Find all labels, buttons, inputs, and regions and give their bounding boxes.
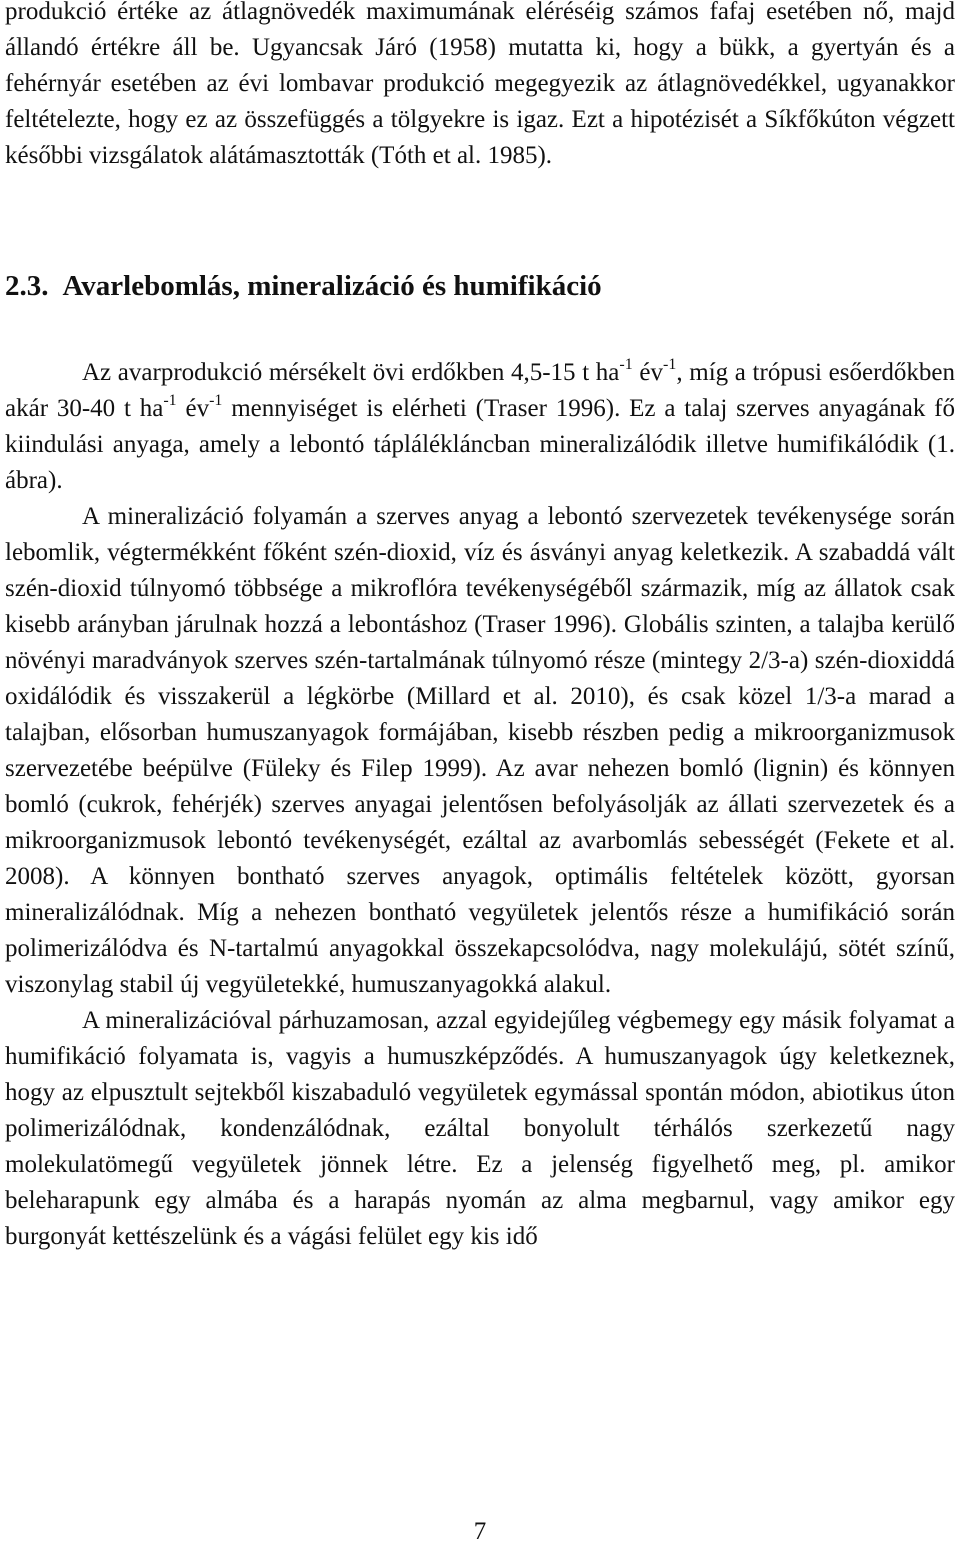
p1-text-b: év — [632, 359, 664, 386]
section-number: 2.3. — [5, 270, 49, 302]
p1-text-e: mennyiséget is elérheti (Traser 1996). Ez a talaj szerves anyagának fő kiindulási anyaga, amely a lebontó táplálékláncban mineralizálódik illetve humifikálódik (1. ábra). — [5, 395, 956, 494]
paragraph-mineralizacio: A mineralizáció folyamán a szerves anyag a lebontó szervezetek tevékenysége során lebomlik, végtermékként főként szén-dioxid, víz és ásványi anyag keletkezik. A szabaddá vált szén-dioxid túlnyomó többsége a mikroflóra tevékenységéből származik, míg az állatok csak kisebb arányban járulnak hozzá a lebontáshoz (Traser 1996). Globális szinten, a talajba kerülő növényi maradványok szerves szén-tartalmának túlnyomó része (mintegy 2/3-a) szén-dioxiddá oxidálódik és visszakerül a légkörbe (Millard et al. 2010), és csak közel 1/3-a marad a talajban, elősorban humuszanyagok formájában, kisebb részben pedig a mikroorganizmusok szervezetébe beépülve (Füleky és Filep 1999). Az avar nehezen bomló (lignin) és könnyen bomló (cukrok, fehérjék) szerves anyagai jelentősen befolyásolják az állati szervezetek és a mikroorganizmusok lebontó tevékenységét, ezáltal az avarbomlás sebességét (Fekete et al. 2008). A könnyen bontható szerves anyagok, optimális feltételek között, gyorsan mineralizálódnak. Míg a nehezen bontható vegyületek jelentős része a humifikáció során polimerizálódva és N-tartalmú anyagokkal összekapcsolódva, nagy molekulájú, sötét színű, viszonylag stabil új vegyületekké, humuszanyagokká alakul. — [5, 503, 955, 998]
intro-paragraph: produkció értéke az átlagnövedék maximumának eléréséig számos fafaj esetében nő, majd állandó értékre áll be. Ugyancsak Járó (1958) mutatta ki, hogy a bükk, a gyertyán és a fehérnyár esetében az évi lombavar produkció megegyezik az átlagnövedékkel, ugyanakkor feltételezte, hogy ez az összefüggés a tölgyekre is igaz. Ezt a hipotézisét a Síkfőkúton végzett későbbi vizsgálatok alátámasztották (Tóth et al. 1985). — [5, 0, 955, 169]
superscript: -1 — [163, 392, 177, 409]
p1-text-c: , míg a trópusi esőerdőkben akár 30-40 t ha — [5, 359, 956, 422]
superscript: -1 — [619, 356, 633, 373]
superscript: -1 — [209, 392, 223, 409]
page-number: 7 — [473, 1518, 487, 1545]
section-heading — [5, 268, 602, 304]
paragraph-humifikacio: A mineralizációval párhuzamosan, azzal egyidejűleg végbemegy egy másik folyamat a humifikáció folyamata is, vagyis a humuszképződés. A humuszanyagok úgy keletkeznek, hogy az elpusztult sejtekből kiszabaduló vegyületek egymással spontán módon, abiotikus úton polimerizálódnak, kondenzálódnak, ezáltal bonyolult térhálós szerkezetű nagy molekulatömegű vegyületek jönnek létre. Ez a jelenség figyelhető meg, pl. amikor beleharapunk egy almába és a harapás nyomán az alma megbarnul, vagy amikor egy burgonyát kettészelünk és a vágási felület egy kis idő — [5, 1007, 955, 1250]
p1-text-d: év — [176, 395, 210, 422]
paragraph-avarprodukcio — [5, 355, 955, 499]
superscript: -1 — [663, 356, 677, 373]
page-body — [5, 0, 955, 174]
section-body — [5, 355, 955, 1255]
p1-text-a: Az avarprodukció mérsékelt övi erdőkben 4,5-15 t ha — [82, 359, 620, 386]
section-title: Avarlebomlás, mineralizáció és humifikáció — [62, 270, 602, 302]
